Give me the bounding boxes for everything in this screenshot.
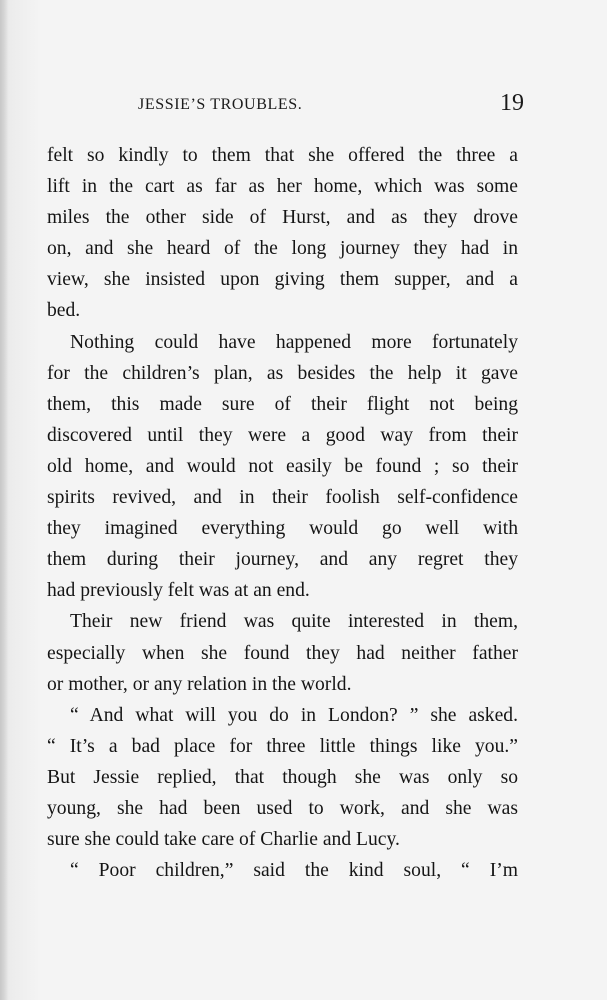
text-line: old home, and would not easily be found ; so their <box>47 455 518 477</box>
text-line: them during their journey, and any regret they <box>47 549 518 571</box>
text-line: spirits revived, and in their foolish self-confidence <box>47 487 518 509</box>
text-line: “ It’s a bad place for three little things like you.” <box>47 735 518 757</box>
text-line: sure she could take care of Charlie and Lucy. <box>47 829 400 851</box>
body-text <box>47 140 518 886</box>
text-line: especially when she found they had neither father <box>47 642 518 664</box>
running-head <box>48 90 524 122</box>
text-line: them, this made sure of their flight not being <box>47 393 518 415</box>
text-line: on, and she heard of the long journey they had in <box>47 238 518 260</box>
text-line: “ And what will you do in London? ” she asked. <box>70 704 518 726</box>
text-line: young, she had been used to work, and she was <box>47 797 518 819</box>
text-line: they imagined everything would go well with <box>47 518 518 540</box>
text-line: felt so kindly to them that she offered the three a <box>47 145 518 166</box>
text-line: or mother, or any relation in the world. <box>47 673 352 695</box>
text-line: miles the other side of Hurst, and as they drove <box>47 207 518 229</box>
spine-shadow <box>0 0 8 1000</box>
running-title: JESSIE’S TROUBLES. <box>138 96 303 113</box>
text-line: Their new friend was quite interested in them, <box>70 611 518 633</box>
text-line: “ Poor children,” said the kind soul, “ I’m <box>70 860 518 882</box>
text-line: for the children’s plan, as besides the help it gave <box>47 362 518 384</box>
text-line: discovered until they were a good way from their <box>47 424 518 446</box>
text-line: Nothing could have happened more fortunately <box>70 331 518 353</box>
text-line: lift in the cart as far as her home, which was some <box>47 176 518 198</box>
text-line: had previously felt was at an end. <box>47 580 310 602</box>
page-number: 19 <box>500 90 524 116</box>
text-line: bed. <box>47 300 81 322</box>
text-line: But Jessie replied, that though she was only so <box>47 766 518 788</box>
text-line: view, she insisted upon giving them supper, and a <box>47 269 518 291</box>
